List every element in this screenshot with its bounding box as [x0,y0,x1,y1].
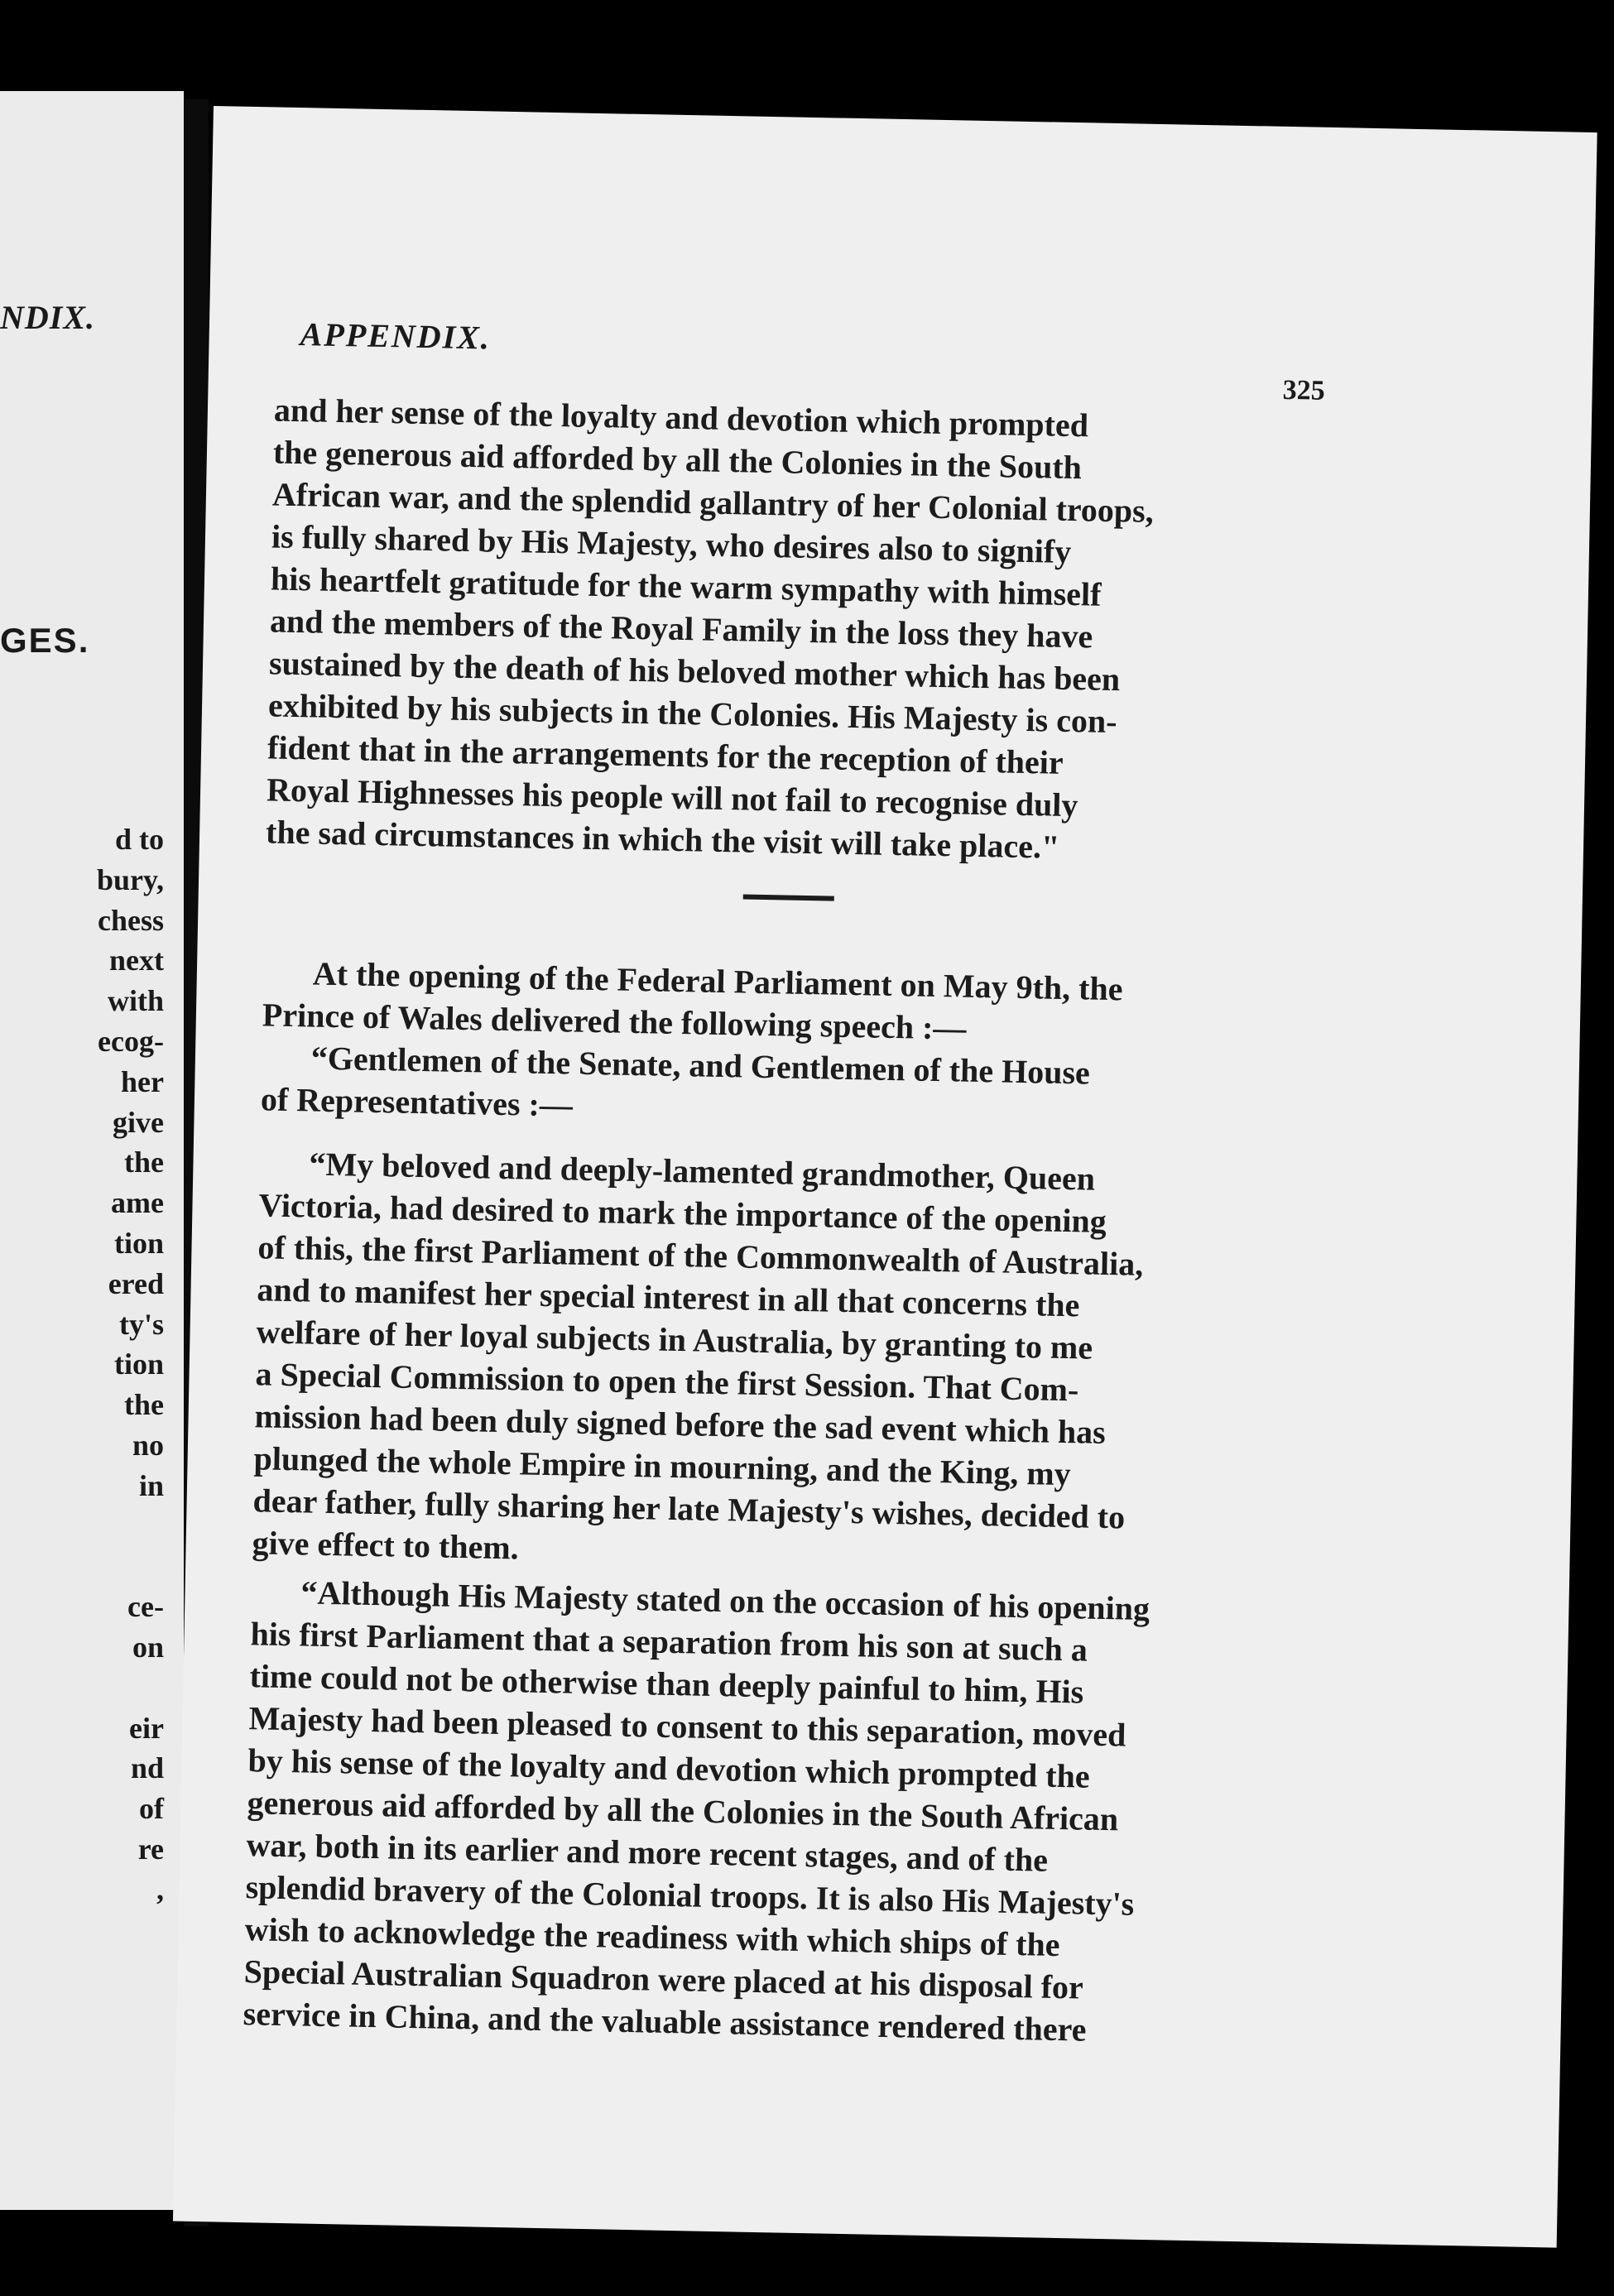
previous-page-line: bury, [96,862,164,896]
previous-page-line: the [124,1146,164,1179]
text-line: time could not be otherwise than deeply painful to him, His [249,1657,1084,1711]
previous-page-line: d to [114,823,164,856]
previous-page-line: , [156,1872,164,1906]
section-divider [743,894,834,901]
running-head: APPENDIX. [300,315,492,357]
previous-page-running-head: NDIX. [0,299,96,336]
previous-page-line: ty's [119,1307,164,1341]
paragraph-speech-1 [252,1141,1336,1584]
text-line: dear father, fully sharing her late Majesty's wishes, decided to [252,1482,1126,1536]
text-line: exhibited by his subjects in the Colonies. His Majesty is con- [267,686,1117,741]
text-line: and her sense of the loyalty and devotion which prompted [273,391,1089,444]
text-line: plunged the whole Empire in mourning, and the King, my [253,1439,1072,1493]
text-line: the sad circumstances in which the visit will take place." [265,813,1060,866]
previous-page-text [0,819,164,1910]
text-line: “Although His Majesty stated on the occasion of his opening [300,1573,1150,1628]
text-line: the generous aid afforded by all the Colonies in the South [272,433,1083,487]
previous-page-line: on [132,1630,164,1664]
previous-page-line: tion [113,1347,164,1381]
text-line: African war, and the splendid gallantry of her Colonial troops, [271,475,1155,530]
previous-page-line: ce- [127,1590,164,1624]
previous-page-line: chess [98,903,164,937]
previous-page-line: re [137,1832,164,1866]
text-line: Victoria, had desired to mark the importance of the opening [258,1186,1107,1240]
text-line: “Gentlemen of the Senate, and Gentlemen of the House [310,1039,1091,1092]
previous-page-line: with [107,984,164,1018]
text-line: mission had been duly signed before the sad event which has [254,1397,1107,1451]
previous-page-line [0,1506,164,1547]
text-line: Majesty had been pleased to consent to this separation, moved [248,1699,1126,1754]
text-line: “My beloved and deeply-lamented grandmother, Queen [309,1145,1096,1198]
previous-page-line: in [138,1468,164,1502]
previous-page [0,91,184,2210]
text-line: is fully shared by His Majesty, who desires also to signify [271,517,1072,570]
text-line: and to manifest her special interest in all that concerns the [257,1270,1080,1324]
text-line: by his sense of the loyalty and devotion which prompted the [247,1741,1091,1795]
text-line: and the members of the Royal Family in the loss they have [269,602,1093,656]
text-line: splendid bravery of the Colonial troops. It is also His Majesty's [245,1868,1135,1923]
text-line: war, both in its earlier and more recent stages, and of the [246,1826,1049,1879]
previous-page-line: ered [108,1266,164,1300]
text-line: his heartfelt gratitude for the warm sympathy with himself [270,560,1102,613]
paragraph-letter-end [266,388,1351,873]
text-line: Royal Highnesses his people will not fail to recognise duly [266,771,1078,824]
previous-page-line: give [113,1105,164,1139]
text-line: his first Parliament that a separation from his son at such a [250,1615,1088,1669]
text-line: a Special Commission to open the first Session. That Com- [255,1355,1079,1409]
text-line: sustained by the death of his beloved mother which has been [268,644,1121,699]
text-line: service in China, and the valuable assistance rendered there [243,1995,1087,2049]
text-line: of Representatives :— [260,1080,574,1124]
previous-page-line: ecog- [98,1024,164,1058]
previous-page-line: nd [130,1751,164,1785]
page-number: 325 [1282,374,1325,406]
text-line: At the opening of the Federal Parliament on May 9th, the [312,954,1123,1008]
text-line: fident that in the arrangements for the reception of their [267,728,1064,781]
previous-page-title: GES. [0,621,90,660]
previous-page-line [0,1546,164,1587]
previous-page-line [0,1668,164,1708]
text-line: of this, the first Parliament of the Commonwealth of Australia, [257,1228,1144,1283]
previous-page-line: ame [111,1186,164,1220]
paragraph-opening [260,951,1339,1141]
previous-page-line: eir [129,1711,164,1745]
previous-page-line: next [109,944,164,977]
book-page [173,106,1597,2248]
previous-page-line: her [121,1064,164,1098]
text-line: wish to acknowledge the readiness with which ships of the [244,1910,1060,1964]
previous-page-line: of [139,1792,164,1826]
previous-page-line: the [124,1388,164,1422]
paragraph-speech-2 [243,1570,1328,2055]
previous-page-line: no [132,1428,164,1462]
previous-page-line: tion [113,1226,164,1260]
text-line: generous aid afforded by all the Colonies in the South African [247,1784,1119,1838]
text-line: Prince of Wales delivered the following speech :— [262,996,967,1047]
text-line: welfare of her loyal subjects in Australia, by granting to me [256,1313,1093,1367]
text-line: give effect to them. [252,1524,520,1567]
text-line: Special Australian Squadron were placed at his disposal for [243,1953,1084,2006]
